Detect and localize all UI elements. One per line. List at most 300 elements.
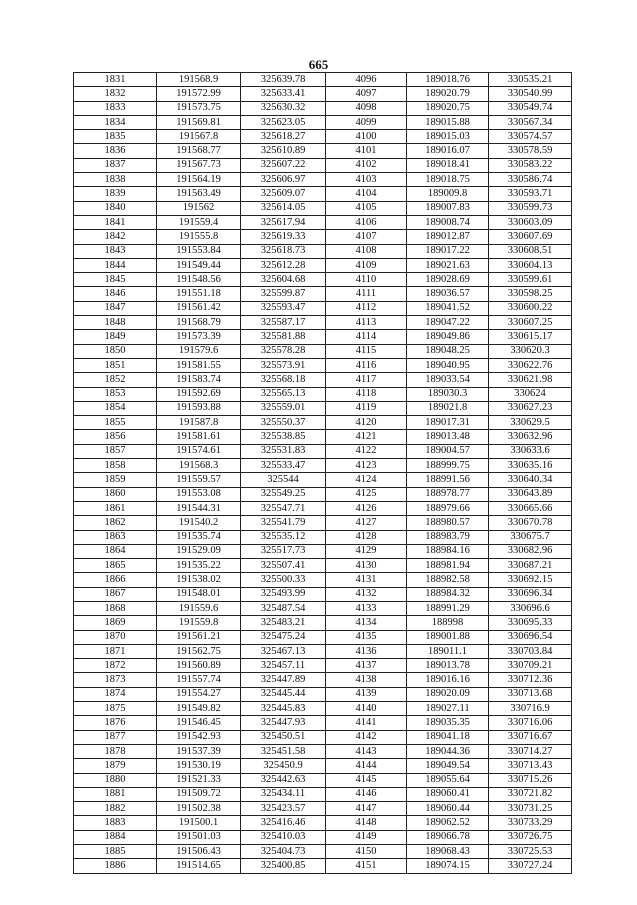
cell-point-left: 1841 <box>74 215 157 229</box>
cell-point-right: 4126 <box>326 501 407 515</box>
cell-x-left: 191553.84 <box>157 244 241 258</box>
cell-point-left: 1873 <box>74 673 157 687</box>
cell-point-right: 4113 <box>326 316 407 330</box>
cell-y-right: 330624 <box>489 387 572 401</box>
cell-y-right: 330709.21 <box>489 659 572 673</box>
table-row <box>74 73 572 87</box>
coordinate-table <box>73 72 572 874</box>
cell-y-right: 330692.15 <box>489 573 572 587</box>
cell-x-left: 191573.75 <box>157 101 241 115</box>
cell-y-left: 325578.28 <box>241 344 326 358</box>
cell-x-right: 189040.95 <box>407 358 489 372</box>
cell-x-left: 191529.09 <box>157 544 241 558</box>
cell-x-right: 189013.78 <box>407 659 489 673</box>
cell-point-right: 4151 <box>326 859 407 873</box>
cell-point-right: 4122 <box>326 444 407 458</box>
cell-x-left: 191535.74 <box>157 530 241 544</box>
cell-y-left: 325610.89 <box>241 144 326 158</box>
cell-point-right: 4102 <box>326 158 407 172</box>
cell-y-right: 330635.16 <box>489 459 572 473</box>
cell-point-left: 1868 <box>74 601 157 615</box>
cell-x-right: 189028.69 <box>407 273 489 287</box>
cell-y-right: 330629.5 <box>489 416 572 430</box>
table-row <box>74 673 572 687</box>
cell-point-left: 1875 <box>74 702 157 716</box>
cell-y-right: 330604.13 <box>489 258 572 272</box>
cell-point-right: 4121 <box>326 430 407 444</box>
cell-y-left: 325445.83 <box>241 702 326 716</box>
cell-y-right: 330583.22 <box>489 158 572 172</box>
cell-y-right: 330627.23 <box>489 401 572 415</box>
table-row <box>74 759 572 773</box>
cell-point-right: 4146 <box>326 787 407 801</box>
cell-x-right: 188982.58 <box>407 573 489 587</box>
cell-point-right: 4125 <box>326 487 407 501</box>
cell-x-left: 191509.72 <box>157 787 241 801</box>
table-row <box>74 573 572 587</box>
cell-x-left: 191587.8 <box>157 416 241 430</box>
cell-y-right: 330696.54 <box>489 630 572 644</box>
cell-point-right: 4136 <box>326 644 407 658</box>
cell-point-left: 1881 <box>74 787 157 801</box>
cell-y-right: 330608.51 <box>489 244 572 258</box>
cell-y-right: 330675.7 <box>489 530 572 544</box>
cell-point-right: 4124 <box>326 473 407 487</box>
cell-point-right: 4117 <box>326 373 407 387</box>
table-row <box>74 101 572 115</box>
table-row <box>74 459 572 473</box>
cell-point-right: 4141 <box>326 716 407 730</box>
table-row <box>74 173 572 187</box>
cell-x-right: 189036.57 <box>407 287 489 301</box>
cell-x-left: 191563.49 <box>157 187 241 201</box>
cell-y-left: 325447.89 <box>241 673 326 687</box>
table-row <box>74 258 572 272</box>
cell-x-right: 189048.25 <box>407 344 489 358</box>
cell-y-left: 325617.94 <box>241 215 326 229</box>
table-row <box>74 201 572 215</box>
cell-x-left: 191561.21 <box>157 630 241 644</box>
cell-point-right: 4099 <box>326 115 407 129</box>
cell-point-right: 4111 <box>326 287 407 301</box>
cell-x-right: 189016.07 <box>407 144 489 158</box>
cell-x-left: 191568.9 <box>157 73 241 87</box>
cell-x-right: 189027.11 <box>407 702 489 716</box>
cell-y-left: 325450.9 <box>241 759 326 773</box>
cell-point-right: 4135 <box>326 630 407 644</box>
cell-x-left: 191559.6 <box>157 601 241 615</box>
cell-point-left: 1848 <box>74 316 157 330</box>
cell-y-right: 330715.26 <box>489 773 572 787</box>
cell-point-left: 1853 <box>74 387 157 401</box>
cell-y-right: 330725.53 <box>489 845 572 859</box>
cell-point-left: 1861 <box>74 501 157 515</box>
cell-y-right: 330721.82 <box>489 787 572 801</box>
cell-y-left: 325587.17 <box>241 316 326 330</box>
cell-point-right: 4115 <box>326 344 407 358</box>
cell-point-left: 1885 <box>74 845 157 859</box>
cell-y-right: 330574.57 <box>489 130 572 144</box>
cell-point-right: 4143 <box>326 744 407 758</box>
table-row <box>74 587 572 601</box>
cell-x-right: 189047.22 <box>407 316 489 330</box>
cell-x-right: 189062.52 <box>407 816 489 830</box>
cell-point-right: 4123 <box>326 459 407 473</box>
cell-x-left: 191567.8 <box>157 130 241 144</box>
cell-y-right: 330615.17 <box>489 330 572 344</box>
cell-y-right: 330600.22 <box>489 301 572 315</box>
cell-x-left: 191514.65 <box>157 859 241 873</box>
cell-y-right: 330665.66 <box>489 501 572 515</box>
cell-y-left: 325606.97 <box>241 173 326 187</box>
cell-point-right: 4110 <box>326 273 407 287</box>
table-row <box>74 316 572 330</box>
cell-point-left: 1863 <box>74 530 157 544</box>
cell-y-right: 330726.75 <box>489 830 572 844</box>
cell-y-left: 325517.73 <box>241 544 326 558</box>
table-row <box>74 859 572 873</box>
cell-x-left: 191549.82 <box>157 702 241 716</box>
cell-y-left: 325483.21 <box>241 616 326 630</box>
cell-x-right: 189060.41 <box>407 787 489 801</box>
cell-point-left: 1850 <box>74 344 157 358</box>
cell-x-right: 189004.57 <box>407 444 489 458</box>
cell-point-left: 1840 <box>74 201 157 215</box>
cell-point-left: 1858 <box>74 459 157 473</box>
cell-point-left: 1877 <box>74 730 157 744</box>
cell-y-right: 330696.34 <box>489 587 572 601</box>
cell-x-right: 189041.52 <box>407 301 489 315</box>
cell-y-left: 325633.41 <box>241 87 326 101</box>
table-row <box>74 301 572 315</box>
cell-y-left: 325404.73 <box>241 845 326 859</box>
cell-x-right: 189044.36 <box>407 744 489 758</box>
cell-x-left: 191500.1 <box>157 816 241 830</box>
cell-x-left: 191542.93 <box>157 730 241 744</box>
cell-point-left: 1838 <box>74 173 157 187</box>
cell-point-right: 4098 <box>326 101 407 115</box>
cell-x-left: 191548.56 <box>157 273 241 287</box>
cell-y-left: 325565.13 <box>241 387 326 401</box>
cell-x-left: 191521.33 <box>157 773 241 787</box>
cell-y-right: 330670.78 <box>489 516 572 530</box>
cell-y-left: 325457.11 <box>241 659 326 673</box>
cell-x-left: 191562 <box>157 201 241 215</box>
cell-y-right: 330586.74 <box>489 173 572 187</box>
cell-point-right: 4139 <box>326 687 407 701</box>
cell-x-left: 191561.42 <box>157 301 241 315</box>
cell-point-right: 4132 <box>326 587 407 601</box>
table-row <box>74 773 572 787</box>
table-row <box>74 401 572 415</box>
table-row <box>74 330 572 344</box>
table-row <box>74 501 572 515</box>
cell-y-left: 325619.33 <box>241 230 326 244</box>
table-row <box>74 845 572 859</box>
cell-point-left: 1880 <box>74 773 157 787</box>
cell-x-left: 191506.43 <box>157 845 241 859</box>
cell-x-right: 188991.56 <box>407 473 489 487</box>
cell-point-left: 1842 <box>74 230 157 244</box>
cell-x-left: 191530.19 <box>157 759 241 773</box>
cell-x-left: 191560.89 <box>157 659 241 673</box>
cell-x-right: 189001.88 <box>407 630 489 644</box>
cell-x-left: 191551.18 <box>157 287 241 301</box>
cell-y-left: 325475.24 <box>241 630 326 644</box>
cell-x-left: 191572.99 <box>157 87 241 101</box>
cell-y-left: 325434.11 <box>241 787 326 801</box>
cell-y-right: 330633.6 <box>489 444 572 458</box>
cell-x-left: 191569.81 <box>157 115 241 129</box>
cell-x-left: 191559.8 <box>157 616 241 630</box>
cell-point-left: 1845 <box>74 273 157 287</box>
cell-point-left: 1835 <box>74 130 157 144</box>
table-row <box>74 787 572 801</box>
cell-point-left: 1871 <box>74 644 157 658</box>
cell-y-right: 330727.24 <box>489 859 572 873</box>
table-row <box>74 115 572 129</box>
table-row <box>74 287 572 301</box>
cell-y-right: 330731.25 <box>489 802 572 816</box>
cell-point-left: 1879 <box>74 759 157 773</box>
table-row <box>74 158 572 172</box>
cell-y-right: 330578.59 <box>489 144 572 158</box>
table-row <box>74 659 572 673</box>
cell-x-right: 188979.66 <box>407 501 489 515</box>
cell-x-left: 191568.3 <box>157 459 241 473</box>
cell-y-right: 330716.06 <box>489 716 572 730</box>
table-row <box>74 230 572 244</box>
cell-x-right: 189021.8 <box>407 401 489 415</box>
cell-point-left: 1867 <box>74 587 157 601</box>
cell-point-right: 4130 <box>326 559 407 573</box>
cell-x-right: 189035.35 <box>407 716 489 730</box>
cell-point-left: 1884 <box>74 830 157 844</box>
cell-point-right: 4096 <box>326 73 407 87</box>
cell-point-left: 1846 <box>74 287 157 301</box>
cell-point-right: 4101 <box>326 144 407 158</box>
table-row <box>74 830 572 844</box>
table-row <box>74 144 572 158</box>
cell-y-right: 330632.96 <box>489 430 572 444</box>
cell-x-left: 191553.08 <box>157 487 241 501</box>
cell-y-right: 330599.61 <box>489 273 572 287</box>
cell-y-right: 330593.71 <box>489 187 572 201</box>
cell-y-left: 325500.33 <box>241 573 326 587</box>
cell-point-right: 4133 <box>326 601 407 615</box>
cell-x-right: 189007.83 <box>407 201 489 215</box>
cell-point-left: 1864 <box>74 544 157 558</box>
table-row <box>74 444 572 458</box>
cell-point-right: 4116 <box>326 358 407 372</box>
cell-y-left: 325400.85 <box>241 859 326 873</box>
table-row <box>74 358 572 372</box>
cell-y-left: 325604.68 <box>241 273 326 287</box>
cell-y-right: 330621.98 <box>489 373 572 387</box>
cell-y-left: 325442.63 <box>241 773 326 787</box>
cell-x-right: 189049.86 <box>407 330 489 344</box>
table-row <box>74 630 572 644</box>
cell-x-left: 191540.2 <box>157 516 241 530</box>
table-row <box>74 530 572 544</box>
cell-y-left: 325445.44 <box>241 687 326 701</box>
cell-x-right: 189066.78 <box>407 830 489 844</box>
cell-y-right: 330540.99 <box>489 87 572 101</box>
cell-x-right: 189049.54 <box>407 759 489 773</box>
cell-point-left: 1865 <box>74 559 157 573</box>
table-row <box>74 687 572 701</box>
cell-y-left: 325630.32 <box>241 101 326 115</box>
cell-point-left: 1872 <box>74 659 157 673</box>
cell-point-right: 4142 <box>326 730 407 744</box>
cell-y-right: 330607.25 <box>489 316 572 330</box>
cell-y-right: 330716.9 <box>489 702 572 716</box>
cell-point-right: 4119 <box>326 401 407 415</box>
table-row <box>74 644 572 658</box>
cell-point-right: 4137 <box>326 659 407 673</box>
cell-point-left: 1862 <box>74 516 157 530</box>
cell-x-right: 189033.54 <box>407 373 489 387</box>
cell-x-right: 189015.03 <box>407 130 489 144</box>
cell-y-left: 325535.12 <box>241 530 326 544</box>
table-row <box>74 130 572 144</box>
cell-point-right: 4103 <box>326 173 407 187</box>
cell-x-right: 189012.87 <box>407 230 489 244</box>
cell-y-left: 325618.27 <box>241 130 326 144</box>
cell-x-right: 189074.15 <box>407 859 489 873</box>
cell-y-right: 330714.27 <box>489 744 572 758</box>
cell-y-left: 325549.25 <box>241 487 326 501</box>
cell-point-right: 4148 <box>326 816 407 830</box>
cell-point-left: 1854 <box>74 401 157 415</box>
cell-x-left: 191562.75 <box>157 644 241 658</box>
cell-x-left: 191592.69 <box>157 387 241 401</box>
cell-y-right: 330695.33 <box>489 616 572 630</box>
table-row <box>74 273 572 287</box>
table-row <box>74 559 572 573</box>
cell-y-left: 325533.47 <box>241 459 326 473</box>
cell-x-right: 189020.75 <box>407 101 489 115</box>
cell-y-left: 325573.91 <box>241 358 326 372</box>
cell-point-right: 4108 <box>326 244 407 258</box>
table-row <box>74 473 572 487</box>
cell-point-left: 1831 <box>74 73 157 87</box>
cell-y-left: 325507.41 <box>241 559 326 573</box>
cell-y-left: 325559.01 <box>241 401 326 415</box>
cell-point-right: 4106 <box>326 215 407 229</box>
cell-y-left: 325612.28 <box>241 258 326 272</box>
cell-y-left: 325547.71 <box>241 501 326 515</box>
cell-y-left: 325623.05 <box>241 115 326 129</box>
cell-y-left: 325599.87 <box>241 287 326 301</box>
cell-x-left: 191555.8 <box>157 230 241 244</box>
cell-point-right: 4104 <box>326 187 407 201</box>
cell-point-left: 1859 <box>74 473 157 487</box>
table-row <box>74 416 572 430</box>
cell-x-left: 191593.88 <box>157 401 241 415</box>
cell-y-right: 330713.43 <box>489 759 572 773</box>
cell-x-right: 189041.18 <box>407 730 489 744</box>
table-row <box>74 516 572 530</box>
cell-point-right: 4144 <box>326 759 407 773</box>
cell-point-left: 1833 <box>74 101 157 115</box>
cell-x-right: 188981.94 <box>407 559 489 573</box>
cell-point-left: 1882 <box>74 802 157 816</box>
cell-x-right: 188991.29 <box>407 601 489 615</box>
cell-point-left: 1883 <box>74 816 157 830</box>
cell-y-left: 325541.79 <box>241 516 326 530</box>
cell-point-right: 4140 <box>326 702 407 716</box>
cell-point-left: 1843 <box>74 244 157 258</box>
cell-y-right: 330712.36 <box>489 673 572 687</box>
table-row <box>74 601 572 615</box>
cell-x-right: 189021.63 <box>407 258 489 272</box>
cell-point-left: 1836 <box>74 144 157 158</box>
cell-x-right: 189013.48 <box>407 430 489 444</box>
table-row <box>74 802 572 816</box>
cell-x-right: 189011.1 <box>407 644 489 658</box>
table-row <box>74 816 572 830</box>
cell-y-right: 330703.84 <box>489 644 572 658</box>
cell-point-left: 1876 <box>74 716 157 730</box>
cell-x-right: 188999.75 <box>407 459 489 473</box>
page-number: 665 <box>308 57 329 72</box>
cell-y-left: 325614.05 <box>241 201 326 215</box>
cell-y-left: 325467.13 <box>241 644 326 658</box>
table-row <box>74 373 572 387</box>
cell-point-right: 4150 <box>326 845 407 859</box>
cell-x-left: 191568.77 <box>157 144 241 158</box>
table-row <box>74 87 572 101</box>
table-row <box>74 487 572 501</box>
cell-y-left: 325531.83 <box>241 444 326 458</box>
cell-y-right: 330640.34 <box>489 473 572 487</box>
cell-y-right: 330622.76 <box>489 358 572 372</box>
table-row <box>74 716 572 730</box>
cell-point-left: 1878 <box>74 744 157 758</box>
cell-point-right: 4118 <box>326 387 407 401</box>
cell-x-right: 189068.43 <box>407 845 489 859</box>
cell-y-right: 330713.68 <box>489 687 572 701</box>
table-row <box>74 730 572 744</box>
cell-point-right: 4127 <box>326 516 407 530</box>
cell-y-right: 330716.67 <box>489 730 572 744</box>
cell-x-right: 188984.16 <box>407 544 489 558</box>
cell-point-right: 4105 <box>326 201 407 215</box>
cell-point-right: 4109 <box>326 258 407 272</box>
cell-y-left: 325487.54 <box>241 601 326 615</box>
cell-x-left: 191564.19 <box>157 173 241 187</box>
cell-point-left: 1832 <box>74 87 157 101</box>
table-row <box>74 744 572 758</box>
cell-x-right: 188978.77 <box>407 487 489 501</box>
cell-x-right: 189018.41 <box>407 158 489 172</box>
cell-y-right: 330643.89 <box>489 487 572 501</box>
cell-x-left: 191559.57 <box>157 473 241 487</box>
cell-point-left: 1855 <box>74 416 157 430</box>
cell-x-left: 191538.02 <box>157 573 241 587</box>
cell-point-right: 4147 <box>326 802 407 816</box>
cell-x-right: 188983.79 <box>407 530 489 544</box>
cell-x-left: 191544.31 <box>157 501 241 515</box>
cell-point-right: 4107 <box>326 230 407 244</box>
cell-x-left: 191546.45 <box>157 716 241 730</box>
cell-y-left: 325550.37 <box>241 416 326 430</box>
cell-point-left: 1856 <box>74 430 157 444</box>
cell-point-right: 4134 <box>326 616 407 630</box>
cell-y-left: 325451.58 <box>241 744 326 758</box>
cell-point-right: 4131 <box>326 573 407 587</box>
